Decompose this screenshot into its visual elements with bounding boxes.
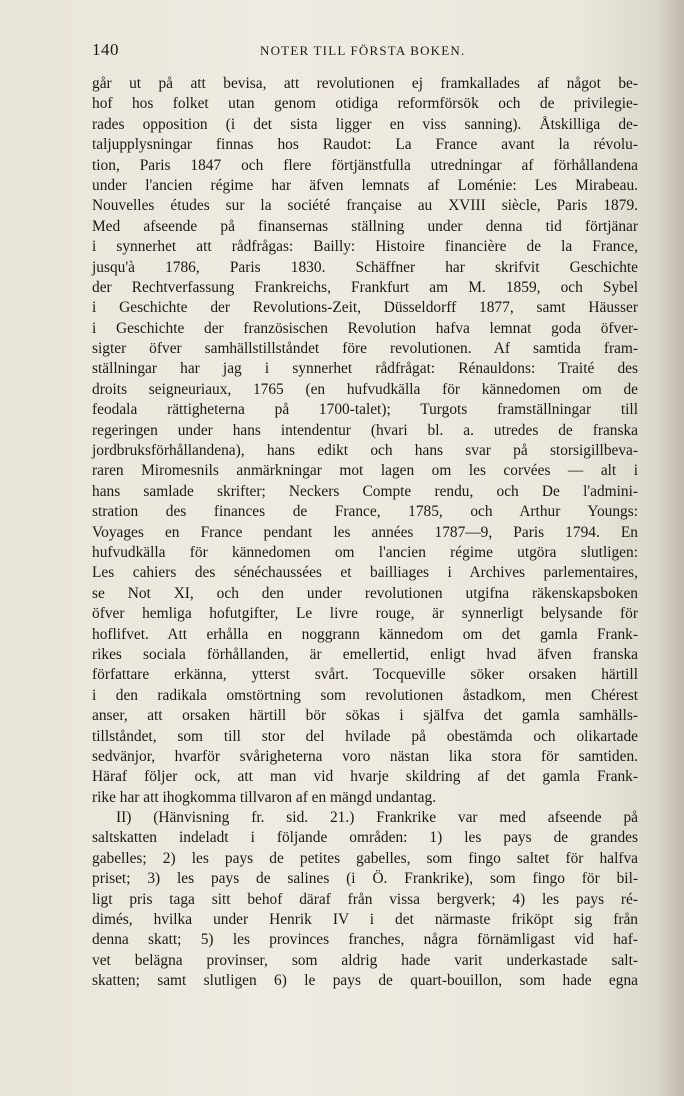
text-line: Voyages en France pendant les années 1787—9, Paris 1794. En [92, 523, 638, 541]
text-line: jordbruksförhållandena), hans edikt och hans svar på storsigillbeva- [92, 442, 638, 460]
text-line: raren Miromesnils anmärkningar mot lagen om les corvées — alt i [92, 462, 638, 480]
text-line: taljupplysningar finnas hos Raudot: La France avant la révolu- [92, 136, 638, 154]
text-line: der Rechtverfassung Frankreichs, Frankfurt am M. 1859, och Sybel [92, 278, 638, 296]
text-line: sedvänjor, hvarför svårigheterna voro nästan lika stora för samtiden. [92, 747, 638, 765]
text-line: Les cahiers des sénéchaussées et bailliages i Archives parlementaires, [92, 564, 638, 582]
page-body [92, 74, 638, 992]
text-line: droits seigneuriaux, 1765 (en hufvudkälla för kännedomen om de [92, 380, 638, 398]
text-line: rades opposition (i det sista ligger en viss sanning). Åtskilliga de- [92, 115, 638, 133]
text-line: ställningar har jag i synnerhet rådfrågat: Rénauldons: Traité des [92, 360, 638, 378]
text-line: skatten; samt slutligen 6) le pays de quart-bouillon, som hade egna [92, 972, 638, 990]
text-line: Med afseende på finansernas ställning under denna tid förtjänar [92, 217, 638, 235]
text-line: hans samlade skrifter; Neckers Compte rendu, och De l'admini- [92, 482, 638, 500]
text-line: i synnerhet att rådfrågas: Bailly: Histoire financière de la France, [92, 238, 638, 256]
page-number: 140 [92, 40, 119, 59]
text-line: sigter öfver samhällstillståndet före revolutionen. Af samtida fram- [92, 340, 638, 358]
text-line: hof hos folket utan genom otidiga reformförsök och de privilegie- [92, 95, 638, 113]
text-line: saltskatten indeladt i följande områden: 1) les pays de grandes [92, 829, 638, 847]
text-line: priset; 3) les pays de salines (i Ö. Frankrike), som fingo för bil- [92, 870, 638, 888]
text-line: öfver hemliga hofutgifter, Le livre rouge, är synnerligt belysande för [92, 605, 638, 623]
text-line: i Geschichte der Revolutions-Zeit, Düsseldorff 1877, samt Häusser [92, 299, 638, 317]
text-line: i Geschichte der französischen Revolution hafva lemnat goda öfver- [92, 319, 638, 337]
text-line: stration des finances de France, 1785, och Arthur Youngs: [92, 503, 638, 521]
page-header [92, 40, 630, 66]
text-line: rike har att ihogkomma tillvaron af en mängd undantag. [92, 788, 437, 806]
text-line: Häraf följer ock, att man vid hvarje skildring af det gamla Frank- [92, 768, 638, 786]
text-line: går ut på att bevisa, att revolutionen ej framkallades af något be- [92, 75, 638, 92]
text-line: författare erkänna, ytterst svårt. Tocqueville söker orsaken härtill [92, 666, 638, 684]
text-line: anser, att orsaken härtill bör sökas i själfva det gamla samhälls- [92, 707, 638, 725]
text-line: denna skatt; 5) les provinces franches, några förnämligast vid haf- [92, 931, 638, 949]
text-line: gabelles; 2) les pays de petites gabelles, som fingo saltet för halfva [92, 849, 638, 867]
text-line: vet belägna provinser, som aldrig hade varit underkastade salt- [92, 951, 638, 969]
text-line: tion, Paris 1847 och flere förtjänstfulla utredningar af förhållandena [92, 156, 638, 174]
text-line: tillståndet, som till stor del hvilade på obestämda och olikartade [92, 727, 638, 745]
text-line: feodala rättigheterna på 1700-talet); Turgots framställningar till [92, 401, 638, 419]
text-line: i den radikala omstörtning som revolutionen åstadkom, men Chérest [92, 686, 638, 704]
text-line: hoflifvet. Att erhålla en noggrann kännedom om det gamla Frank- [92, 625, 638, 643]
text-line: jusqu'à 1786, Paris 1830. Schäffner har skrifvit Geschichte [92, 258, 638, 276]
text-line: II) (Hänvisning fr. sid. 21.) Frankrike var med afseende på [116, 809, 638, 827]
text-line: hufvudkälla för kännedomen om l'ancien régime utgöra slutligen: [92, 543, 638, 561]
text-line: under l'ancien régime har äfven lemnats af Loménie: Les Mirabeau. [92, 176, 638, 194]
text-line: se Not XI, och den under revolutionen utgifna räkenskapsboken [92, 584, 638, 602]
running-title: NOTER TILL FÖRSTA BOKEN. [260, 43, 466, 58]
text-line: ligt pris taga sitt behof däraf från vissa bergverk; 4) les pays ré- [92, 890, 638, 908]
text-line: rikes sociala förhållanden, är emellertid, enligt hvad äfven franska [92, 645, 638, 663]
text-line: regeringen under hans intendentur (hvari bl. a. utredes de franska [92, 421, 638, 439]
text-line: Nouvelles études sur la société française au XVIII siècle, Paris 1879. [92, 197, 638, 215]
text-line: dimés, hvilka under Henrik IV i det närmaste friköpt sig från [92, 911, 638, 929]
